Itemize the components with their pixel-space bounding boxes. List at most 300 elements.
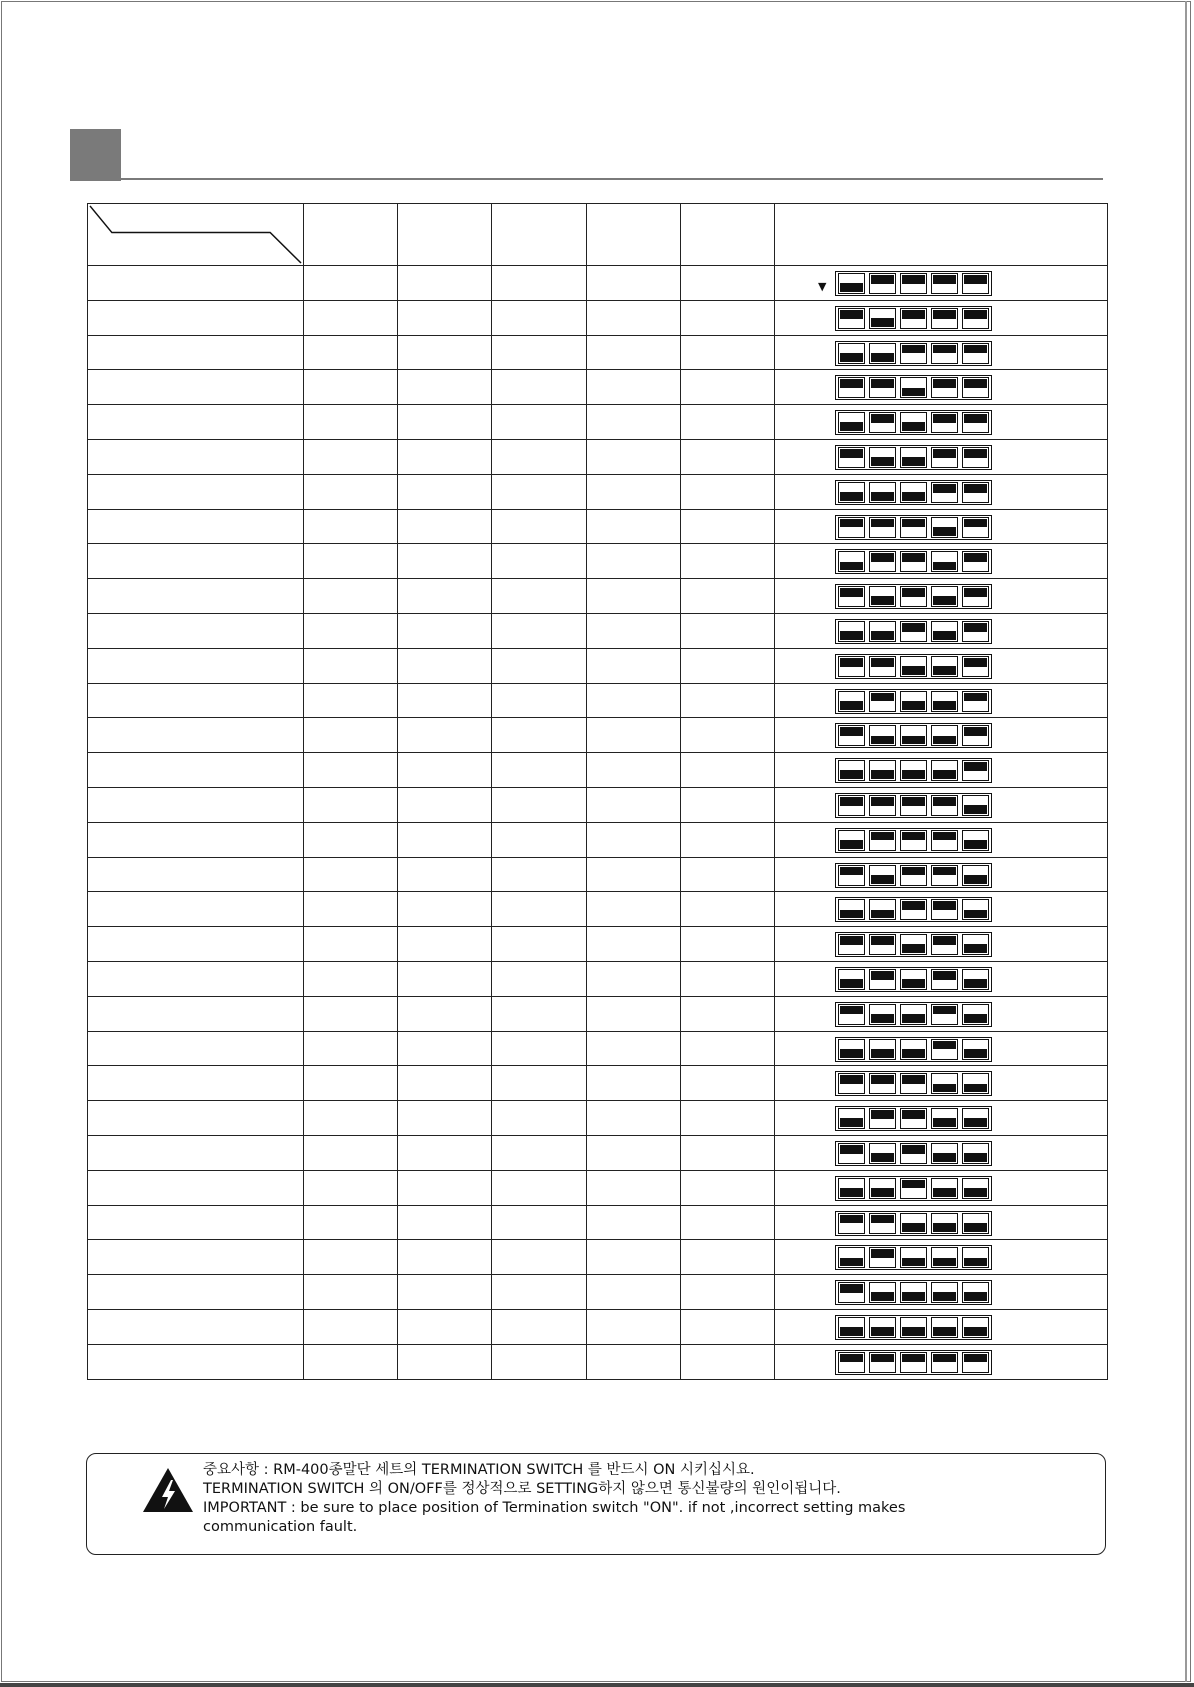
dip-switch-5 — [962, 412, 989, 433]
table-row — [88, 613, 1108, 648]
dip-switch-knob — [840, 1354, 863, 1363]
dip-switch-2 — [869, 1317, 896, 1338]
table-cell — [304, 927, 398, 962]
dip-switch-4 — [931, 1143, 958, 1164]
dip-switch-cell — [775, 1275, 1108, 1310]
table-cell — [681, 787, 775, 822]
dip-switch-1 — [838, 725, 865, 746]
dip-switch-knob — [840, 727, 863, 736]
dip-switch-2 — [869, 934, 896, 955]
table-cell — [304, 405, 398, 440]
table-cell — [88, 579, 304, 614]
dip-switch-knob — [840, 310, 863, 319]
dip-switch-knob — [902, 457, 925, 466]
table-cell — [304, 1344, 398, 1379]
table-cell — [398, 1205, 492, 1240]
table-cell — [88, 892, 304, 927]
dip-switch-knob — [840, 770, 863, 779]
dip-switch-2 — [869, 1178, 896, 1199]
dip-switch-cell — [775, 579, 1108, 614]
dip-switch-diagram — [835, 1315, 992, 1340]
dip-switch-knob — [964, 1153, 987, 1162]
table-row — [88, 996, 1108, 1031]
dip-switch-knob — [902, 1258, 925, 1267]
table-cell — [681, 718, 775, 753]
table-cell — [304, 370, 398, 405]
dip-switch-5 — [962, 377, 989, 398]
dip-switch-cell — [775, 613, 1108, 648]
table-cell — [587, 1240, 681, 1275]
column-header-5 — [681, 204, 775, 266]
dip-switch-3 — [900, 1282, 927, 1303]
dip-switch-knob — [840, 979, 863, 988]
table-cell — [492, 1240, 587, 1275]
dip-switch-diagram — [835, 445, 992, 470]
table-cell — [587, 857, 681, 892]
dip-switch-cell — [775, 787, 1108, 822]
dip-switch-4 — [931, 1073, 958, 1094]
dip-switch-diagram — [835, 932, 992, 957]
dip-switch-5 — [962, 517, 989, 538]
table-cell — [88, 335, 304, 370]
dip-switch-knob — [964, 484, 987, 493]
dip-switch-diagram — [835, 306, 992, 331]
dip-switch-5 — [962, 482, 989, 503]
dip-switch-1 — [838, 1108, 865, 1129]
dip-switch-knob — [840, 1284, 863, 1293]
dip-switch-knob — [840, 519, 863, 528]
dip-switch-knob — [933, 1041, 956, 1050]
table-cell — [492, 892, 587, 927]
dip-switch-cell — [775, 1240, 1108, 1275]
dip-switch-cell — [775, 822, 1108, 857]
dip-switch-4 — [931, 725, 958, 746]
dip-switch-knob — [871, 631, 894, 640]
table-cell — [304, 439, 398, 474]
dip-switch-5 — [962, 969, 989, 990]
dip-switch-knob — [902, 736, 925, 745]
dip-switch-2 — [869, 865, 896, 886]
table-cell — [398, 753, 492, 788]
dip-switch-2 — [869, 1213, 896, 1234]
table-cell — [398, 300, 492, 335]
dip-switch-knob — [964, 658, 987, 667]
table-cell — [587, 579, 681, 614]
table-cell — [88, 405, 304, 440]
dip-switch-cell — [775, 509, 1108, 544]
table-cell — [88, 1240, 304, 1275]
table-row — [88, 1205, 1108, 1240]
table-cell — [88, 1135, 304, 1170]
table-cell — [398, 266, 492, 301]
dip-switch-knob — [871, 770, 894, 779]
dip-switch-3 — [900, 377, 927, 398]
dip-switch-diagram — [835, 1141, 992, 1166]
dip-switch-3 — [900, 934, 927, 955]
dip-switch-5 — [962, 656, 989, 677]
dip-switch-knob — [840, 658, 863, 667]
table-cell — [88, 753, 304, 788]
dip-switch-3 — [900, 865, 927, 886]
dip-switch-5 — [962, 1108, 989, 1129]
dip-switch-3 — [900, 1004, 927, 1025]
table-cell — [681, 1205, 775, 1240]
table-cell — [398, 613, 492, 648]
table-cell — [304, 1309, 398, 1344]
dip-switch-4 — [931, 551, 958, 572]
table-cell — [492, 822, 587, 857]
table-cell — [304, 1275, 398, 1310]
dip-switch-knob — [964, 414, 987, 423]
table-cell — [681, 474, 775, 509]
table-cell — [492, 787, 587, 822]
table-row — [88, 927, 1108, 962]
dip-switch-knob — [964, 1049, 987, 1058]
dip-switch-knob — [871, 736, 894, 745]
dip-switch-3 — [900, 656, 927, 677]
dip-switch-4 — [931, 1247, 958, 1268]
dip-switch-3 — [900, 1247, 927, 1268]
dip-switch-1 — [838, 1039, 865, 1060]
dip-switch-knob — [902, 1223, 925, 1232]
dip-switch-1 — [838, 273, 865, 294]
dip-switch-3 — [900, 795, 927, 816]
dip-switch-4 — [931, 1039, 958, 1060]
dip-switch-knob — [840, 379, 863, 388]
dip-switch-4 — [931, 1108, 958, 1129]
dip-switch-3 — [900, 273, 927, 294]
table-cell — [398, 1135, 492, 1170]
dip-switch-1 — [838, 343, 865, 364]
dip-switch-3 — [900, 412, 927, 433]
table-cell — [88, 683, 304, 718]
table-cell — [681, 613, 775, 648]
table-row — [88, 266, 1108, 301]
dip-switch-3 — [900, 586, 927, 607]
dip-switch-1 — [838, 865, 865, 886]
dip-switch-3 — [900, 1352, 927, 1373]
dip-switch-knob — [964, 1014, 987, 1023]
table-row — [88, 1309, 1108, 1344]
dip-switch-4 — [931, 482, 958, 503]
dip-switch-1 — [838, 1352, 865, 1373]
table-cell — [587, 1170, 681, 1205]
table-row — [88, 1066, 1108, 1101]
dip-switch-3 — [900, 308, 927, 329]
dip-switch-2 — [869, 447, 896, 468]
dip-switch-knob — [902, 345, 925, 354]
dip-switch-3 — [900, 517, 927, 538]
dip-switch-knob — [964, 588, 987, 597]
dip-switch-knob — [964, 979, 987, 988]
table-cell — [398, 1240, 492, 1275]
dip-switch-knob — [933, 832, 956, 841]
dip-switch-1 — [838, 795, 865, 816]
dip-switch-diagram — [835, 410, 992, 435]
dip-switch-1 — [838, 934, 865, 955]
table-cell — [88, 648, 304, 683]
dip-switch-knob — [840, 1327, 863, 1336]
dip-switch-knob — [933, 596, 956, 605]
table-cell — [587, 961, 681, 996]
table-cell — [492, 474, 587, 509]
dip-switch-2 — [869, 586, 896, 607]
dip-switch-3 — [900, 1213, 927, 1234]
dip-switch-knob — [964, 310, 987, 319]
table-cell — [492, 683, 587, 718]
dip-switch-knob — [933, 1292, 956, 1301]
table-cell — [587, 927, 681, 962]
table-cell — [587, 822, 681, 857]
dip-switch-knob — [933, 449, 956, 458]
dip-switch-diagram — [835, 515, 992, 540]
table-row — [88, 961, 1108, 996]
dip-switch-cell — [775, 544, 1108, 579]
table-cell — [398, 961, 492, 996]
dip-switch-knob — [964, 623, 987, 632]
table-cell — [304, 1031, 398, 1066]
dip-switch-4 — [931, 1352, 958, 1373]
table-cell — [587, 613, 681, 648]
table-cell — [304, 335, 398, 370]
dip-switch-5 — [962, 586, 989, 607]
dip-switch-3 — [900, 621, 927, 642]
dip-switch-knob — [933, 1354, 956, 1363]
table-cell — [492, 718, 587, 753]
dip-switch-5 — [962, 760, 989, 781]
dip-switch-cell — [775, 996, 1108, 1031]
dip-switch-4 — [931, 1317, 958, 1338]
table-cell — [398, 439, 492, 474]
dip-switch-knob — [871, 832, 894, 841]
dip-switch-1 — [838, 551, 865, 572]
dip-switch-diagram — [835, 1002, 992, 1027]
dip-switch-diagram — [835, 480, 992, 505]
table-cell — [492, 300, 587, 335]
table-cell — [304, 1205, 398, 1240]
table-row — [88, 648, 1108, 683]
table-row — [88, 1101, 1108, 1136]
table-cell — [587, 1031, 681, 1066]
table-row — [88, 300, 1108, 335]
dip-switch-knob — [964, 1327, 987, 1336]
dip-switch-1 — [838, 969, 865, 990]
dip-switch-cell — [775, 474, 1108, 509]
dip-switch-knob — [902, 388, 925, 397]
table-cell — [681, 648, 775, 683]
dip-switch-knob — [902, 1075, 925, 1084]
dip-switch-4 — [931, 1282, 958, 1303]
dip-switch-knob — [840, 631, 863, 640]
dip-switch-knob — [871, 1327, 894, 1336]
table-cell — [492, 1066, 587, 1101]
dip-switch-3 — [900, 1039, 927, 1060]
dip-switch-5 — [962, 1178, 989, 1199]
table-cell — [304, 266, 398, 301]
dip-switch-1 — [838, 482, 865, 503]
dip-switch-1 — [838, 586, 865, 607]
dip-switch-1 — [838, 621, 865, 642]
table-cell — [88, 1275, 304, 1310]
dip-switch-knob — [840, 1118, 863, 1127]
table-cell — [681, 544, 775, 579]
table-row — [88, 1170, 1108, 1205]
dip-switch-cell — [775, 1205, 1108, 1240]
table-cell — [88, 927, 304, 962]
dip-switch-2 — [869, 343, 896, 364]
table-cell — [681, 439, 775, 474]
table-cell — [587, 1066, 681, 1101]
dip-switch-knob — [902, 944, 925, 953]
table-cell — [587, 1135, 681, 1170]
dip-switch-cell — [775, 1344, 1108, 1379]
dip-switch-2 — [869, 308, 896, 329]
dip-switch-knob — [933, 484, 956, 493]
table-cell — [304, 857, 398, 892]
table-cell — [587, 370, 681, 405]
dip-switch-4 — [931, 691, 958, 712]
table-cell — [587, 266, 681, 301]
dip-switch-cell — [775, 1309, 1108, 1344]
dip-switch-2 — [869, 412, 896, 433]
dip-switch-2 — [869, 551, 896, 572]
dip-switch-cell — [775, 300, 1108, 335]
table-row — [88, 718, 1108, 753]
dip-switch-1 — [838, 447, 865, 468]
table-cell — [492, 544, 587, 579]
table-cell — [681, 1309, 775, 1344]
dip-switch-2 — [869, 1143, 896, 1164]
table-cell — [587, 787, 681, 822]
dip-switch-knob — [964, 345, 987, 354]
dip-switch-1 — [838, 1178, 865, 1199]
dip-switch-1 — [838, 1317, 865, 1338]
table-cell — [587, 1205, 681, 1240]
table-cell — [681, 1344, 775, 1379]
column-header-1 — [304, 204, 398, 266]
dip-switch-knob — [871, 275, 894, 284]
table-cell — [398, 822, 492, 857]
dip-switch-knob — [933, 701, 956, 710]
dip-switch-4 — [931, 830, 958, 851]
dip-switch-5 — [962, 1317, 989, 1338]
table-cell — [681, 1170, 775, 1205]
dip-switch-4 — [931, 934, 958, 955]
dip-switch-knob — [840, 701, 863, 710]
table-cell — [398, 683, 492, 718]
dip-switch-knob — [840, 283, 863, 292]
dip-switch-knob — [871, 414, 894, 423]
table-row — [88, 857, 1108, 892]
table-cell — [398, 996, 492, 1031]
table-cell — [587, 544, 681, 579]
table-row — [88, 1275, 1108, 1310]
dip-switch-1 — [838, 377, 865, 398]
dip-switch-1 — [838, 412, 865, 433]
table-cell — [587, 509, 681, 544]
dip-switch-knob — [840, 1215, 863, 1224]
dip-switch-knob — [902, 666, 925, 675]
table-cell — [492, 1170, 587, 1205]
table-cell — [398, 1344, 492, 1379]
dip-switch-3 — [900, 1178, 927, 1199]
dip-switch-2 — [869, 1352, 896, 1373]
table-cell — [492, 266, 587, 301]
dip-switch-3 — [900, 447, 927, 468]
table-cell — [681, 857, 775, 892]
dip-switch-4 — [931, 795, 958, 816]
table-cell — [681, 1240, 775, 1275]
dip-switch-knob — [964, 693, 987, 702]
table-row — [88, 405, 1108, 440]
dip-switch-3 — [900, 691, 927, 712]
dip-switch-knob — [902, 979, 925, 988]
dip-switch-3 — [900, 1108, 927, 1129]
dip-switch-knob — [964, 1258, 987, 1267]
table-cell — [492, 996, 587, 1031]
dip-switch-cell — [775, 370, 1108, 405]
table-cell — [587, 300, 681, 335]
dip-switch-knob — [964, 727, 987, 736]
dip-switch-knob — [902, 701, 925, 710]
dip-switch-2 — [869, 377, 896, 398]
dip-switch-diagram — [835, 1245, 992, 1270]
table-cell — [88, 787, 304, 822]
dip-switch-5 — [962, 691, 989, 712]
table-cell — [587, 648, 681, 683]
table-cell — [304, 753, 398, 788]
dip-switch-cell — [775, 927, 1108, 962]
table-row — [88, 370, 1108, 405]
dip-switch-2 — [869, 760, 896, 781]
dip-switch-knob — [871, 1153, 894, 1162]
dip-switch-2 — [869, 1004, 896, 1025]
dip-switch-diagram — [835, 375, 992, 400]
dip-switch-knob — [902, 832, 925, 841]
dip-switch-cell — [775, 1135, 1108, 1170]
table-cell — [492, 1205, 587, 1240]
dip-switch-2 — [869, 830, 896, 851]
dip-switch-knob — [902, 797, 925, 806]
page-bottom-edge — [0, 1683, 1194, 1687]
table-cell — [304, 822, 398, 857]
dip-switch-knob — [964, 1118, 987, 1127]
table-cell — [304, 1240, 398, 1275]
dip-switch-diagram — [835, 619, 992, 644]
dip-switch-cell — [775, 648, 1108, 683]
table-cell — [587, 439, 681, 474]
dip-switch-3 — [900, 969, 927, 990]
dip-switch-knob — [933, 736, 956, 745]
table-cell — [492, 613, 587, 648]
dip-switch-2 — [869, 969, 896, 990]
dip-switch-knob — [871, 353, 894, 362]
dip-switch-4 — [931, 865, 958, 886]
dip-switch-knob — [933, 971, 956, 980]
dip-switch-knob — [902, 1049, 925, 1058]
dip-switch-knob — [902, 1354, 925, 1363]
table-cell — [88, 1309, 304, 1344]
dip-switch-knob — [902, 310, 925, 319]
dip-switch-2 — [869, 482, 896, 503]
dip-switch-3 — [900, 1143, 927, 1164]
table-row — [88, 753, 1108, 788]
table-cell — [304, 509, 398, 544]
table-cell — [587, 1275, 681, 1310]
dip-switch-settings-table — [87, 203, 1108, 1380]
table-cell — [304, 961, 398, 996]
dip-switch-diagram — [835, 897, 992, 922]
